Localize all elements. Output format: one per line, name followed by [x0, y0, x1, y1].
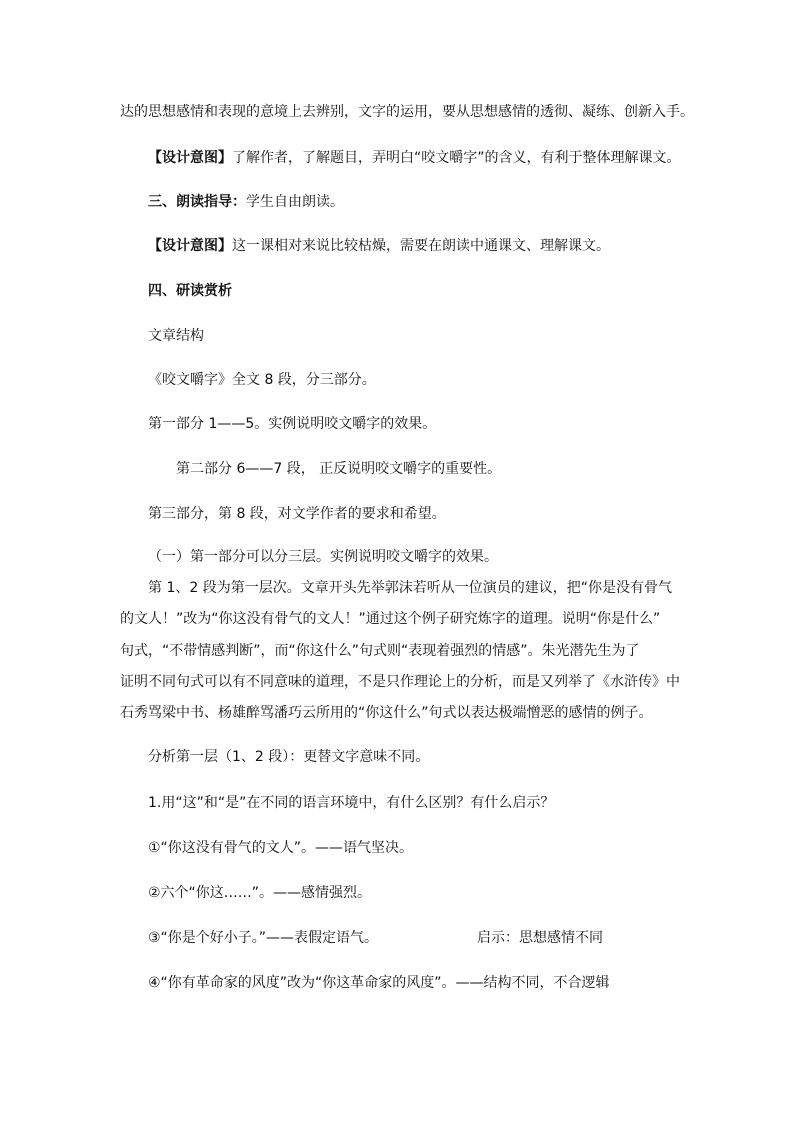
- paragraph: 分析第一层（1、2 段）：更替文字意味不同。: [148, 749, 430, 765]
- paragraph: 文章结构: [148, 328, 204, 344]
- list-item: ②六个“你这……”。——感情强烈。: [148, 885, 372, 901]
- paragraph: （一）第一部分可以分三层。实例说明咬文嚼字的效果。: [148, 549, 498, 565]
- paragraph: 第一部分 1——5。实例说明咬文嚼字的效果。: [148, 416, 437, 432]
- paragraph: 第二部分 6——7 段， 正反说明咬文嚼字的重要性。: [176, 461, 502, 477]
- section-heading: 四、研读赏析: [148, 283, 232, 299]
- question: 1.用“这”和“是”在不同的语言环境中，有什么区别？有什么启示？: [148, 795, 555, 811]
- paragraph-text: 这一课相对来说比较枯燥，需要在朗读中通课文、理解课文。: [232, 238, 610, 254]
- list-item: ④“你有革命家的风度”改为“你这革命家的风度”。——结构不同，不合逻辑: [148, 975, 610, 991]
- design-intent-paragraph: [148, 236, 610, 256]
- design-intent-paragraph: [148, 148, 681, 168]
- paragraph-line: 的文人！”改为“你这没有骨气的文人！”通过这个例子研究炼字的道理。说明“你是什么”: [120, 611, 661, 627]
- paragraph-line: 第 1、2 段为第一层次。文章开头先举郭沫若听从一位演员的建议，把“你是没有骨气: [148, 580, 672, 596]
- paragraph: 第三部分，第 8 段，对文学作者的要求和希望。: [148, 506, 446, 522]
- design-intent-tag: 【设计意图】: [148, 150, 232, 166]
- paragraph-line: 石秀骂梁中书、杨雄醉骂潘巧云所用的“你这什么”句式以表达极端憎恶的感情的例子。: [120, 705, 653, 721]
- section-heading: 三、朗读指导：: [148, 194, 246, 210]
- list-item: ③“你是个好小子。”——表假定语气。: [148, 930, 379, 946]
- paragraph: 《咬文嚼字》全文 8 段，分三部分。: [148, 372, 376, 388]
- paragraph-text: 了解作者，了解题目，弄明白“咬文嚼字”的含义，有利于整体理解课文。: [232, 150, 681, 166]
- paragraph-continuation: [120, 102, 694, 122]
- insight-note: 启示：思想感情不同: [477, 930, 603, 946]
- section-reading-guidance: [148, 192, 344, 212]
- design-intent-tag: 【设计意图】: [148, 238, 232, 254]
- list-item: ①“你这没有骨气的文人”。——语气坚决。: [148, 840, 414, 856]
- paragraph-text: 学生自由朗读。: [246, 194, 344, 210]
- paragraph-line: 句式，“不带情感判断”，而“你这什么”句式则“表现着强烈的情感”。朱光潜先生为了: [120, 643, 640, 659]
- paragraph-line: 证明不同句式可以有不同意味的道理，不是只作理论上的分析，而是又列举了《水浒传》中: [120, 674, 680, 690]
- paragraph-text: 达的思想感情和表现的意境上去辨别，文字的运用，要从思想感情的透彻、凝练、创新入手。: [120, 104, 694, 120]
